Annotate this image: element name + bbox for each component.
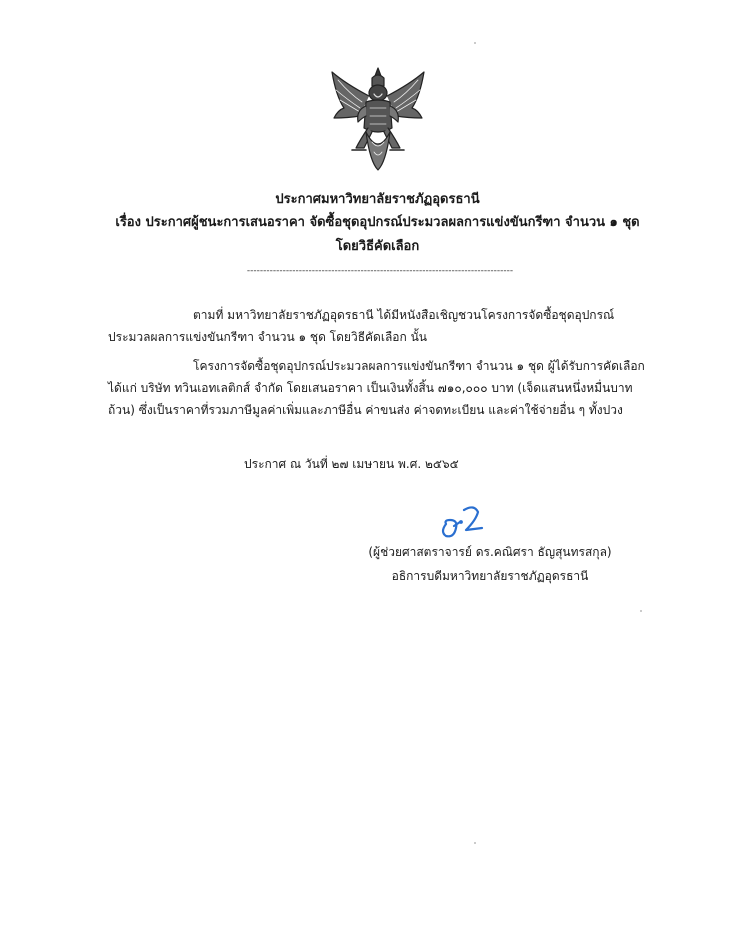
- paragraph-invitation: [108, 304, 654, 348]
- paragraph-winner: [108, 355, 654, 421]
- paragraph-line: โครงการจัดซื้อชุดอุปกรณ์ประมวลผลการแข่งขันกรีฑา จำนวน ๑ ชุด ผู้ได้รับการคัดเลือก: [193, 359, 645, 373]
- scan-speck: [474, 42, 476, 44]
- scan-speck: [474, 842, 476, 844]
- garuda-emblem-icon: [326, 66, 430, 172]
- paragraph-line: ตามที่ มหาวิทยาลัยราชภัฏอุดรธานี ได้มีหนังสือเชิญชวนโครงการจัดซื้อชุดอุปกรณ์: [193, 308, 615, 322]
- announcement-subject: เรื่อง ประกาศผู้ชนะการเสนอราคา จัดซื้อชุดอุปกรณ์ประมวลผลการแข่งขันกรีฑา จำนวน ๑ ชุด: [115, 215, 640, 230]
- signer-name: (ผู้ช่วยศาสตราจารย์ ดร.คณิศรา ธัญสุนทรสกุล): [368, 545, 612, 559]
- announcement-title: ประกาศมหาวิทยาลัยราชภัฏอุดรธานี: [275, 192, 480, 207]
- announcement-date: ประกาศ ณ วันที่ ๒๗ เมษายน พ.ศ. ๒๕๖๕: [244, 457, 459, 471]
- announcement-method: โดยวิธีคัดเลือก: [335, 239, 420, 254]
- signer-position: อธิการบดีมหาวิทยาลัยราชภัฏอุดรธานี: [391, 569, 589, 583]
- paragraph-line: ได้แก่ บริษัท ทวินเอทเลติกส์ จำกัด โดยเสนอราคา เป็นเงินทั้งสิ้น ๗๑๐,๐๐๐ บาท (เจ็ดแสนหนึ่งหมื่นบาท: [108, 381, 633, 395]
- handwritten-signature-icon: [436, 502, 490, 542]
- divider-line: ----------------------------------------------------------------------------------: [246, 266, 514, 276]
- scan-speck: [640, 610, 642, 612]
- paragraph-line: ถ้วน) ซึ่งเป็นราคาที่รวมภาษีมูลค่าเพิ่มและภาษีอื่น ค่าขนส่ง ค่าจดทะเบียน และค่าใช้จ่ายอื่น ๆ ทั้งปวง: [108, 403, 623, 417]
- paragraph-line: ประมวลผลการแข่งขันกรีฑา จำนวน ๑ ชุด โดยวิธีคัดเลือก นั้น: [108, 330, 427, 344]
